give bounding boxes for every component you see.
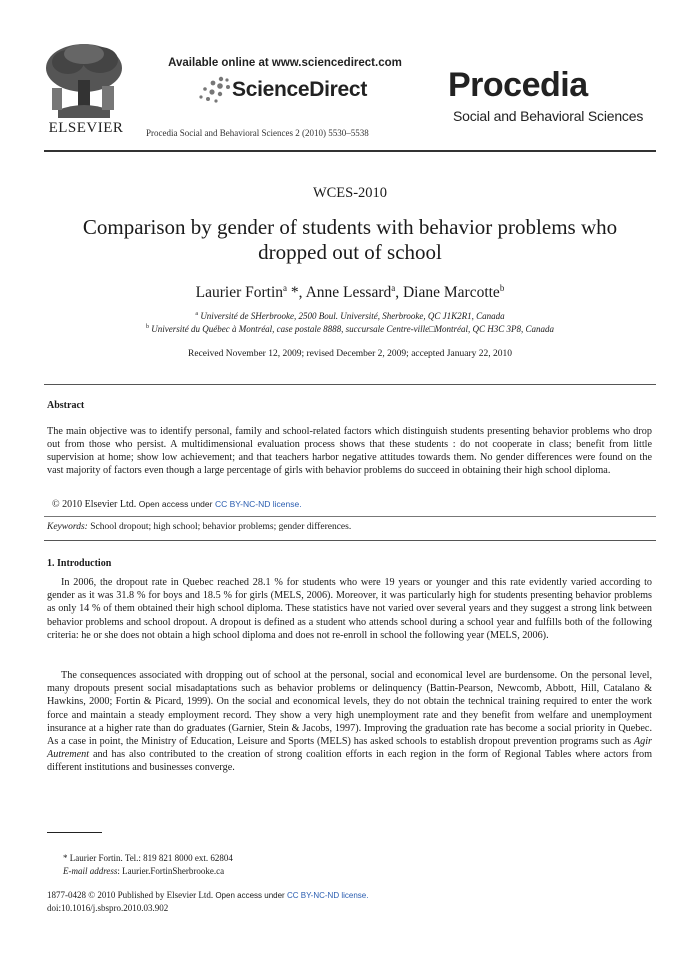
author-name: Laurier Fortin bbox=[195, 284, 284, 302]
conference-label: WCES-2010 bbox=[312, 185, 388, 201]
keywords-text: School dropout; high school; behavior problems; gender differences. bbox=[87, 522, 352, 532]
affiliation-mark: a bbox=[195, 311, 199, 317]
sciencedirect-logo: ScienceDirect bbox=[232, 78, 368, 101]
journal-reference: Procedia Social and Behavioral Sciences 2 (2010) 5530–5538 bbox=[146, 128, 369, 138]
program-name: Agir Autrement bbox=[47, 736, 652, 761]
author-affil-mark: a bbox=[283, 283, 288, 293]
abstract-heading: Abstract bbox=[47, 400, 85, 411]
keywords-divider bbox=[44, 540, 656, 541]
author-separator: , bbox=[395, 284, 403, 302]
abstract-divider bbox=[44, 516, 656, 517]
keywords-line bbox=[47, 522, 351, 532]
affiliation-text: Université du Québec à Montréal, case postale 8888, succursale Centre-ville□Montréal, QC H3C 3P8, Canada bbox=[148, 324, 555, 334]
copyright-line bbox=[52, 499, 302, 510]
affiliation-b bbox=[0, 324, 700, 334]
title-divider bbox=[44, 384, 656, 385]
affiliation-mark: b bbox=[145, 324, 149, 330]
author-name: Diane Marcotte bbox=[402, 284, 500, 302]
author-name: Anne Lessard bbox=[305, 284, 392, 302]
doi-text[interactable]: doi:10.1016/j.sbspro.2010.03.902 bbox=[47, 903, 169, 913]
introduction-paragraph-2 bbox=[47, 669, 652, 775]
issn-line bbox=[47, 890, 368, 900]
received-dates: Received November 12, 2009; revised December 2, 2009; accepted January 22, 2010 bbox=[188, 349, 512, 359]
header-divider bbox=[44, 150, 656, 152]
author-separator: *, bbox=[287, 284, 306, 302]
paper-title: Comparison by gender of students with behavior problems who dropped out of school bbox=[82, 215, 618, 264]
available-online-text[interactable]: Available online at www.sciencedirect.com bbox=[168, 57, 402, 69]
affiliation-a bbox=[0, 311, 700, 321]
open-access-text: Open access under bbox=[215, 891, 285, 900]
author-list bbox=[0, 283, 700, 302]
corresponding-author-note: * Laurier Fortin. Tel.: 819 821 8000 ext. 62804 bbox=[63, 853, 233, 863]
author-affil-mark: b bbox=[499, 283, 505, 293]
license-link[interactable]: CC BY-NC-ND license. bbox=[286, 891, 369, 900]
elsevier-tree-logo bbox=[38, 40, 130, 122]
sciencedirect-dots-icon bbox=[193, 75, 233, 105]
issn-text: 1877-0428 © 2010 Published by Elsevier Ltd. bbox=[47, 890, 214, 900]
email-address: : Laurier.FortinSherbrooke.ca bbox=[117, 866, 225, 876]
procedia-title: Procedia bbox=[448, 66, 588, 104]
copyright-text: © 2010 Elsevier Ltd. bbox=[52, 499, 137, 510]
author-affil-mark: a bbox=[391, 283, 396, 293]
open-access-text: Open access under bbox=[138, 499, 213, 509]
keywords-label: Keywords: bbox=[47, 522, 88, 532]
publisher-name: ELSEVIER bbox=[48, 120, 124, 136]
introduction-heading: 1. Introduction bbox=[47, 558, 112, 569]
license-link[interactable]: CC BY-NC-ND license. bbox=[214, 499, 302, 509]
introduction-paragraph-1: In 2006, the dropout rate in Quebec reached 28.1 % for students who were 19 years or younger and this rate evidently varied according to gender as it was 31.8 % for boys and 18.5 % for girls (MELS, 2006). Moreover, it was particularly high for students presenting behavior problems as only 14 % of them obtained their high school diploma. These statistics have not varied over several years and they suggest a strong link between behavior problems and school dropout. A dropout is defined as a student who attends school during a school year and fulfills both of the following criteria: he or she does not obtain a high school diploma and does not re-enroll in school the following year (MELS, 2006). bbox=[47, 577, 652, 641]
abstract-body: The main objective was to identify personal, family and school-related factors which distinguish students presenting behavior problems who drop out from those who persist. A multidimensional evaluation process shows that these students : do not cooperate in class; benefit from little supervision at home; show low achievement; and that teachers harbor negative attitudes towards them. No gender differences were found on the vast majority of factors even though a large percentage of girls with behavior problems do succeed in obtaining their high school diploma. bbox=[47, 426, 652, 476]
affiliation-text: Université de SHerbrooke, 2500 Boul. Université, Sherbrooke, QC J1K2R1, Canada bbox=[198, 311, 505, 321]
procedia-subtitle: Social and Behavioral Sciences bbox=[453, 108, 644, 124]
email-note bbox=[63, 866, 224, 876]
paragraph-text: The consequences associated with dropping out of school at the personal, social and economical level are burdensome. On the personal level, many dropouts present social misadaptations such as behavior problems or delinquency (Battin-Pearson, Newcomb, Abbott, Hill, Catalano & Hawkins, 2000; Fortin & Picard, 1999). On the social and economical levels, they do not obtain the technical training required to enter the work force and maintain a steady employment record. They show a very high unemployment rate and they benefit from welfare and unemployment insurance at a higher rate than do graduates (Garnier, Stein & Jacobs, 1997). Improving the graduation rate has become a social priority in Quebec. As a case in point, the Ministry of Education, Leisure and Sports (MELS) has asked schools to establish dropout prevention programs such as bbox=[47, 670, 652, 748]
paragraph-text: and has also contributed to the creation of strong coalition efforts in each region in the form of Regional Tables where actors from different institutions and businesses converge. bbox=[47, 749, 652, 774]
footnote-divider bbox=[47, 832, 102, 833]
email-label: E-mail address bbox=[63, 866, 118, 876]
